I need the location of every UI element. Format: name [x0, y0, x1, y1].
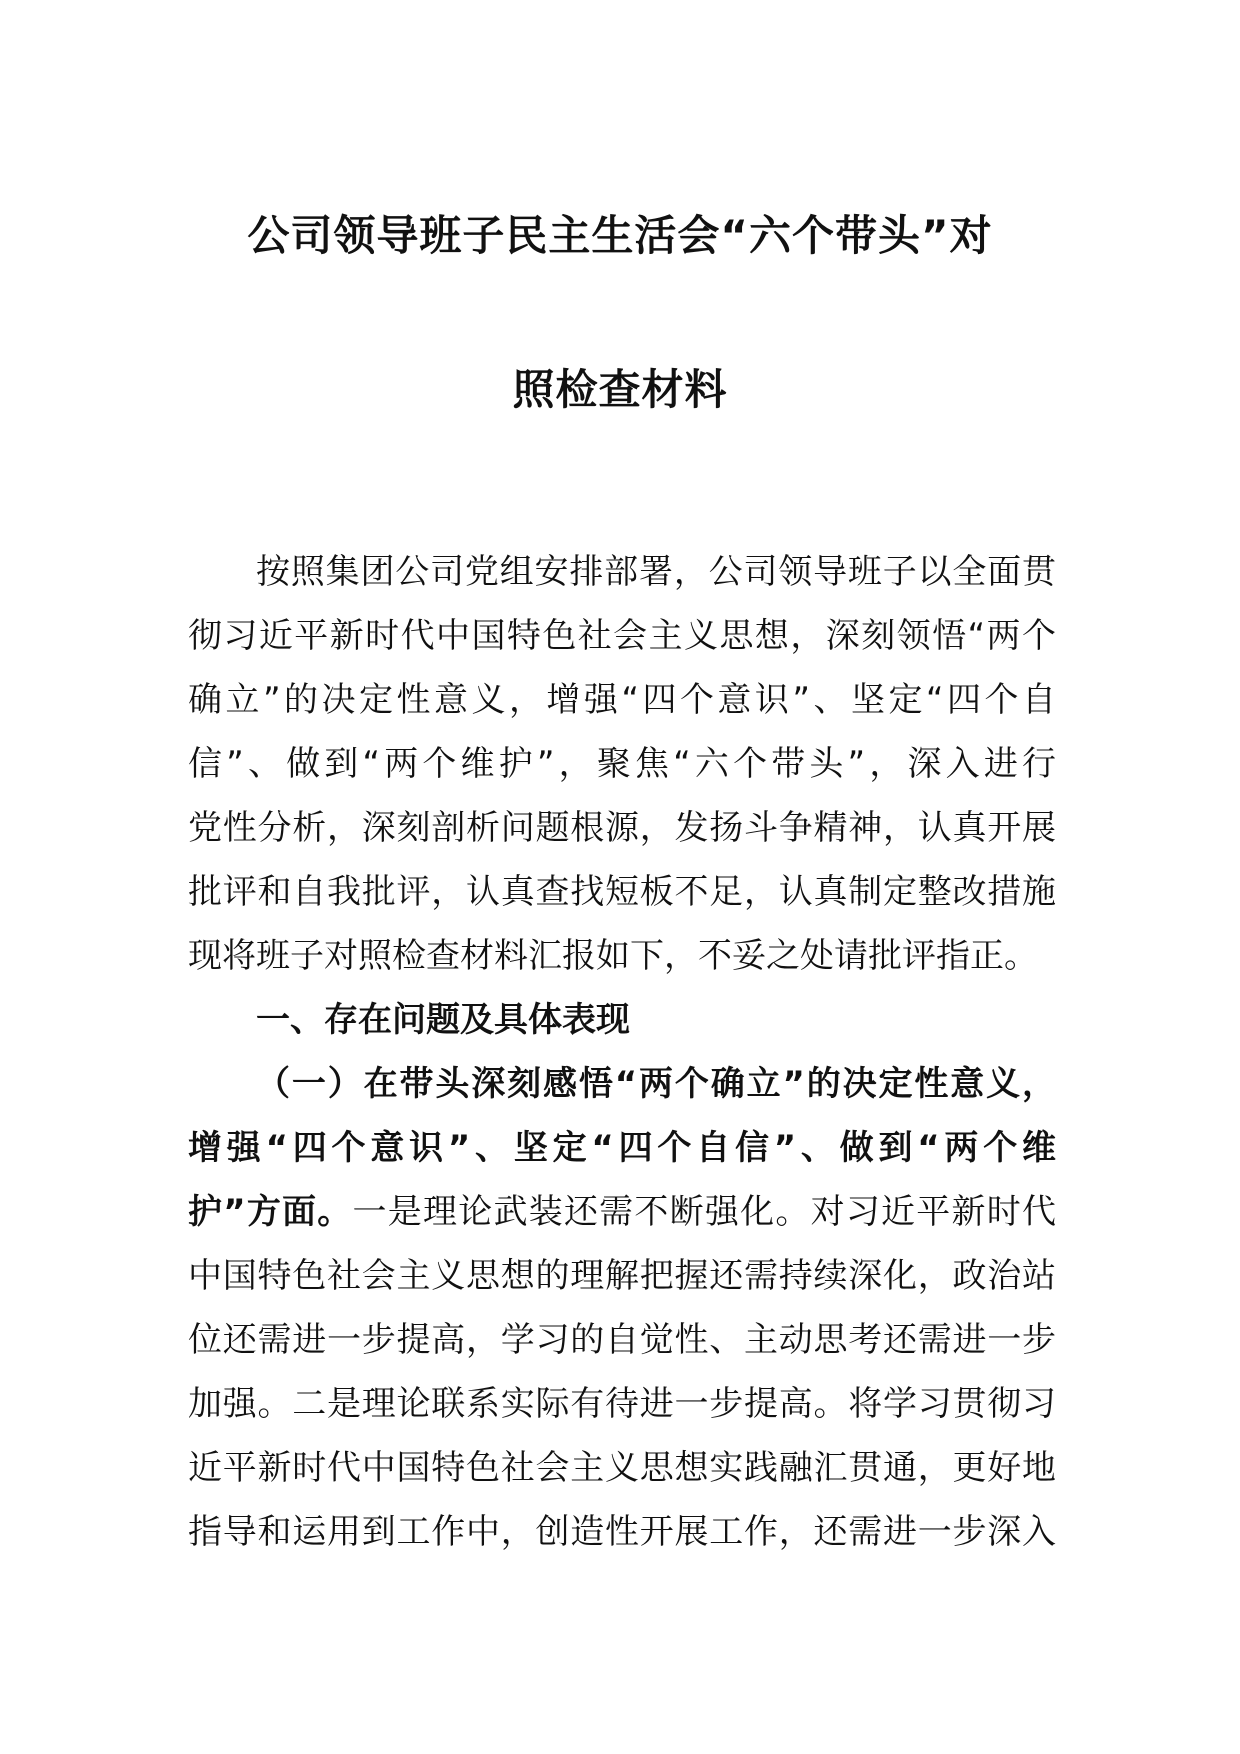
intro-line: 信”、做到“两个维护”，聚焦“六个带头”，深入进行 [188, 744, 1056, 784]
subsection-heading-line: 增强“四个意识”、坚定“四个自信”、做到“两个维 [188, 1128, 1056, 1168]
body-line: 加强。二是理论联系实际有待进一步提高。将学习贯彻习 [188, 1384, 1056, 1424]
intro-line: 彻习近平新时代中国特色社会主义思想，深刻领悟“两个 [188, 616, 1056, 656]
intro-line: 批评和自我批评，认真查找短板不足，认真制定整改措施 [188, 872, 1056, 912]
intro-line: 确立”的决定性意义，增强“四个意识”、坚定“四个自 [188, 680, 1056, 720]
body-line: 近平新时代中国特色社会主义思想实践融汇贯通，更好地 [188, 1448, 1056, 1488]
mixed-line [188, 1180, 1056, 1244]
intro-line: 现将班子对照检查材料汇报如下，不妥之处请批评指正。 [188, 936, 1038, 976]
subsection-heading-tail: 护”方面。 [188, 1192, 353, 1232]
document-title-line-1: 公司领导班子民主生活会“六个带头”对 [247, 211, 993, 260]
body-line: 指导和运用到工作中，创造性开展工作，还需进一步深入 [188, 1512, 1056, 1552]
body-line: 中国特色社会主义思想的理解把握还需持续深化，政治站 [188, 1256, 1056, 1296]
body-line: 位还需进一步提高，学习的自觉性、主动思考还需进一步 [188, 1320, 1056, 1360]
body-text: 一是理论武装还需不断强化。对习近平新时代 [352, 1192, 1056, 1232]
subsection-heading-line: （一）在带头深刻感悟“两个确立”的决定性意义， [256, 1064, 1056, 1104]
intro-line: 党性分析，深刻剖析问题根源，发扬斗争精神，认真开展 [188, 808, 1056, 848]
document-body [188, 540, 1056, 1564]
intro-line: 按照集团公司党组安排部署，公司领导班子以全面贯 [256, 552, 1056, 592]
document-title-line-2: 照检查材料 [512, 365, 728, 414]
section-heading: 一、存在问题及具体表现 [256, 1000, 630, 1040]
